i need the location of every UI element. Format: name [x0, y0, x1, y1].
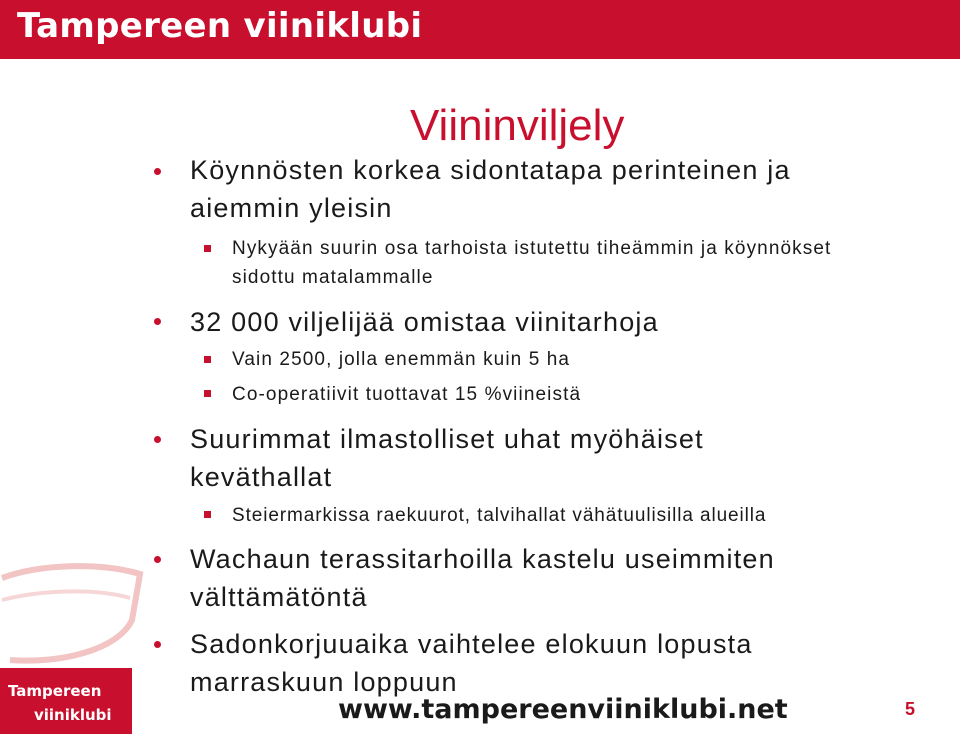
- wine-glass-watermark-icon: [0, 560, 150, 670]
- sub-bullet-2-1: Vain 2500, jolla enemmän kuin 5 ha: [232, 349, 571, 370]
- bullet-1: Köynnösten korkea sidontatapa perinteinen ja aiemmin yleisin: [190, 155, 791, 223]
- header-title: Tampereen viiniklubi: [17, 6, 423, 46]
- footer-logo-line1: Tampereen: [8, 682, 102, 700]
- footer-logo: [0, 668, 132, 734]
- page-number: 5: [905, 699, 916, 719]
- bullet-dot-icon: [154, 556, 161, 563]
- sub-bullet-square-icon: [204, 390, 211, 397]
- bullet-dot-icon: [154, 641, 161, 648]
- bullet-4: Wachaun terassitarhoilla kastelu useimmiten välttämätöntä: [190, 544, 775, 612]
- bullet-dot-icon: [154, 168, 161, 175]
- sub-bullet-1-1: Nykyään suurin osa tarhoista istutettu tiheämmin ja köynnökset sidottu matalammalle: [232, 238, 832, 288]
- bullet-2: 32 000 viljelijää omistaa viinitarhoja: [190, 307, 659, 337]
- footer-logo-line2: viiniklubi: [34, 706, 112, 724]
- sub-bullet-2-2: Co-operatiivit tuottavat 15 %viineistä: [232, 384, 582, 405]
- footer-url: www.tampereenviiniklubi.net: [338, 694, 788, 725]
- bullet-dot-icon: [154, 318, 161, 325]
- slide-title: Viininviljely: [410, 101, 625, 150]
- sub-bullet-square-icon: [204, 245, 211, 252]
- sub-bullet-square-icon: [204, 356, 211, 363]
- header-banner: [0, 0, 960, 59]
- sub-bullet-3-1: Steiermarkissa raekuurot, talvihallat vähätuulisilla alueilla: [232, 505, 767, 526]
- bullet-dot-icon: [154, 436, 161, 443]
- bullet-3: Suurimmat ilmastolliset uhat myöhäiset keväthallat: [190, 424, 704, 492]
- sub-bullet-square-icon: [204, 511, 211, 518]
- bullet-5: Sadonkorjuuaika vaihtelee elokuun lopusta marraskuun loppuun: [190, 629, 753, 697]
